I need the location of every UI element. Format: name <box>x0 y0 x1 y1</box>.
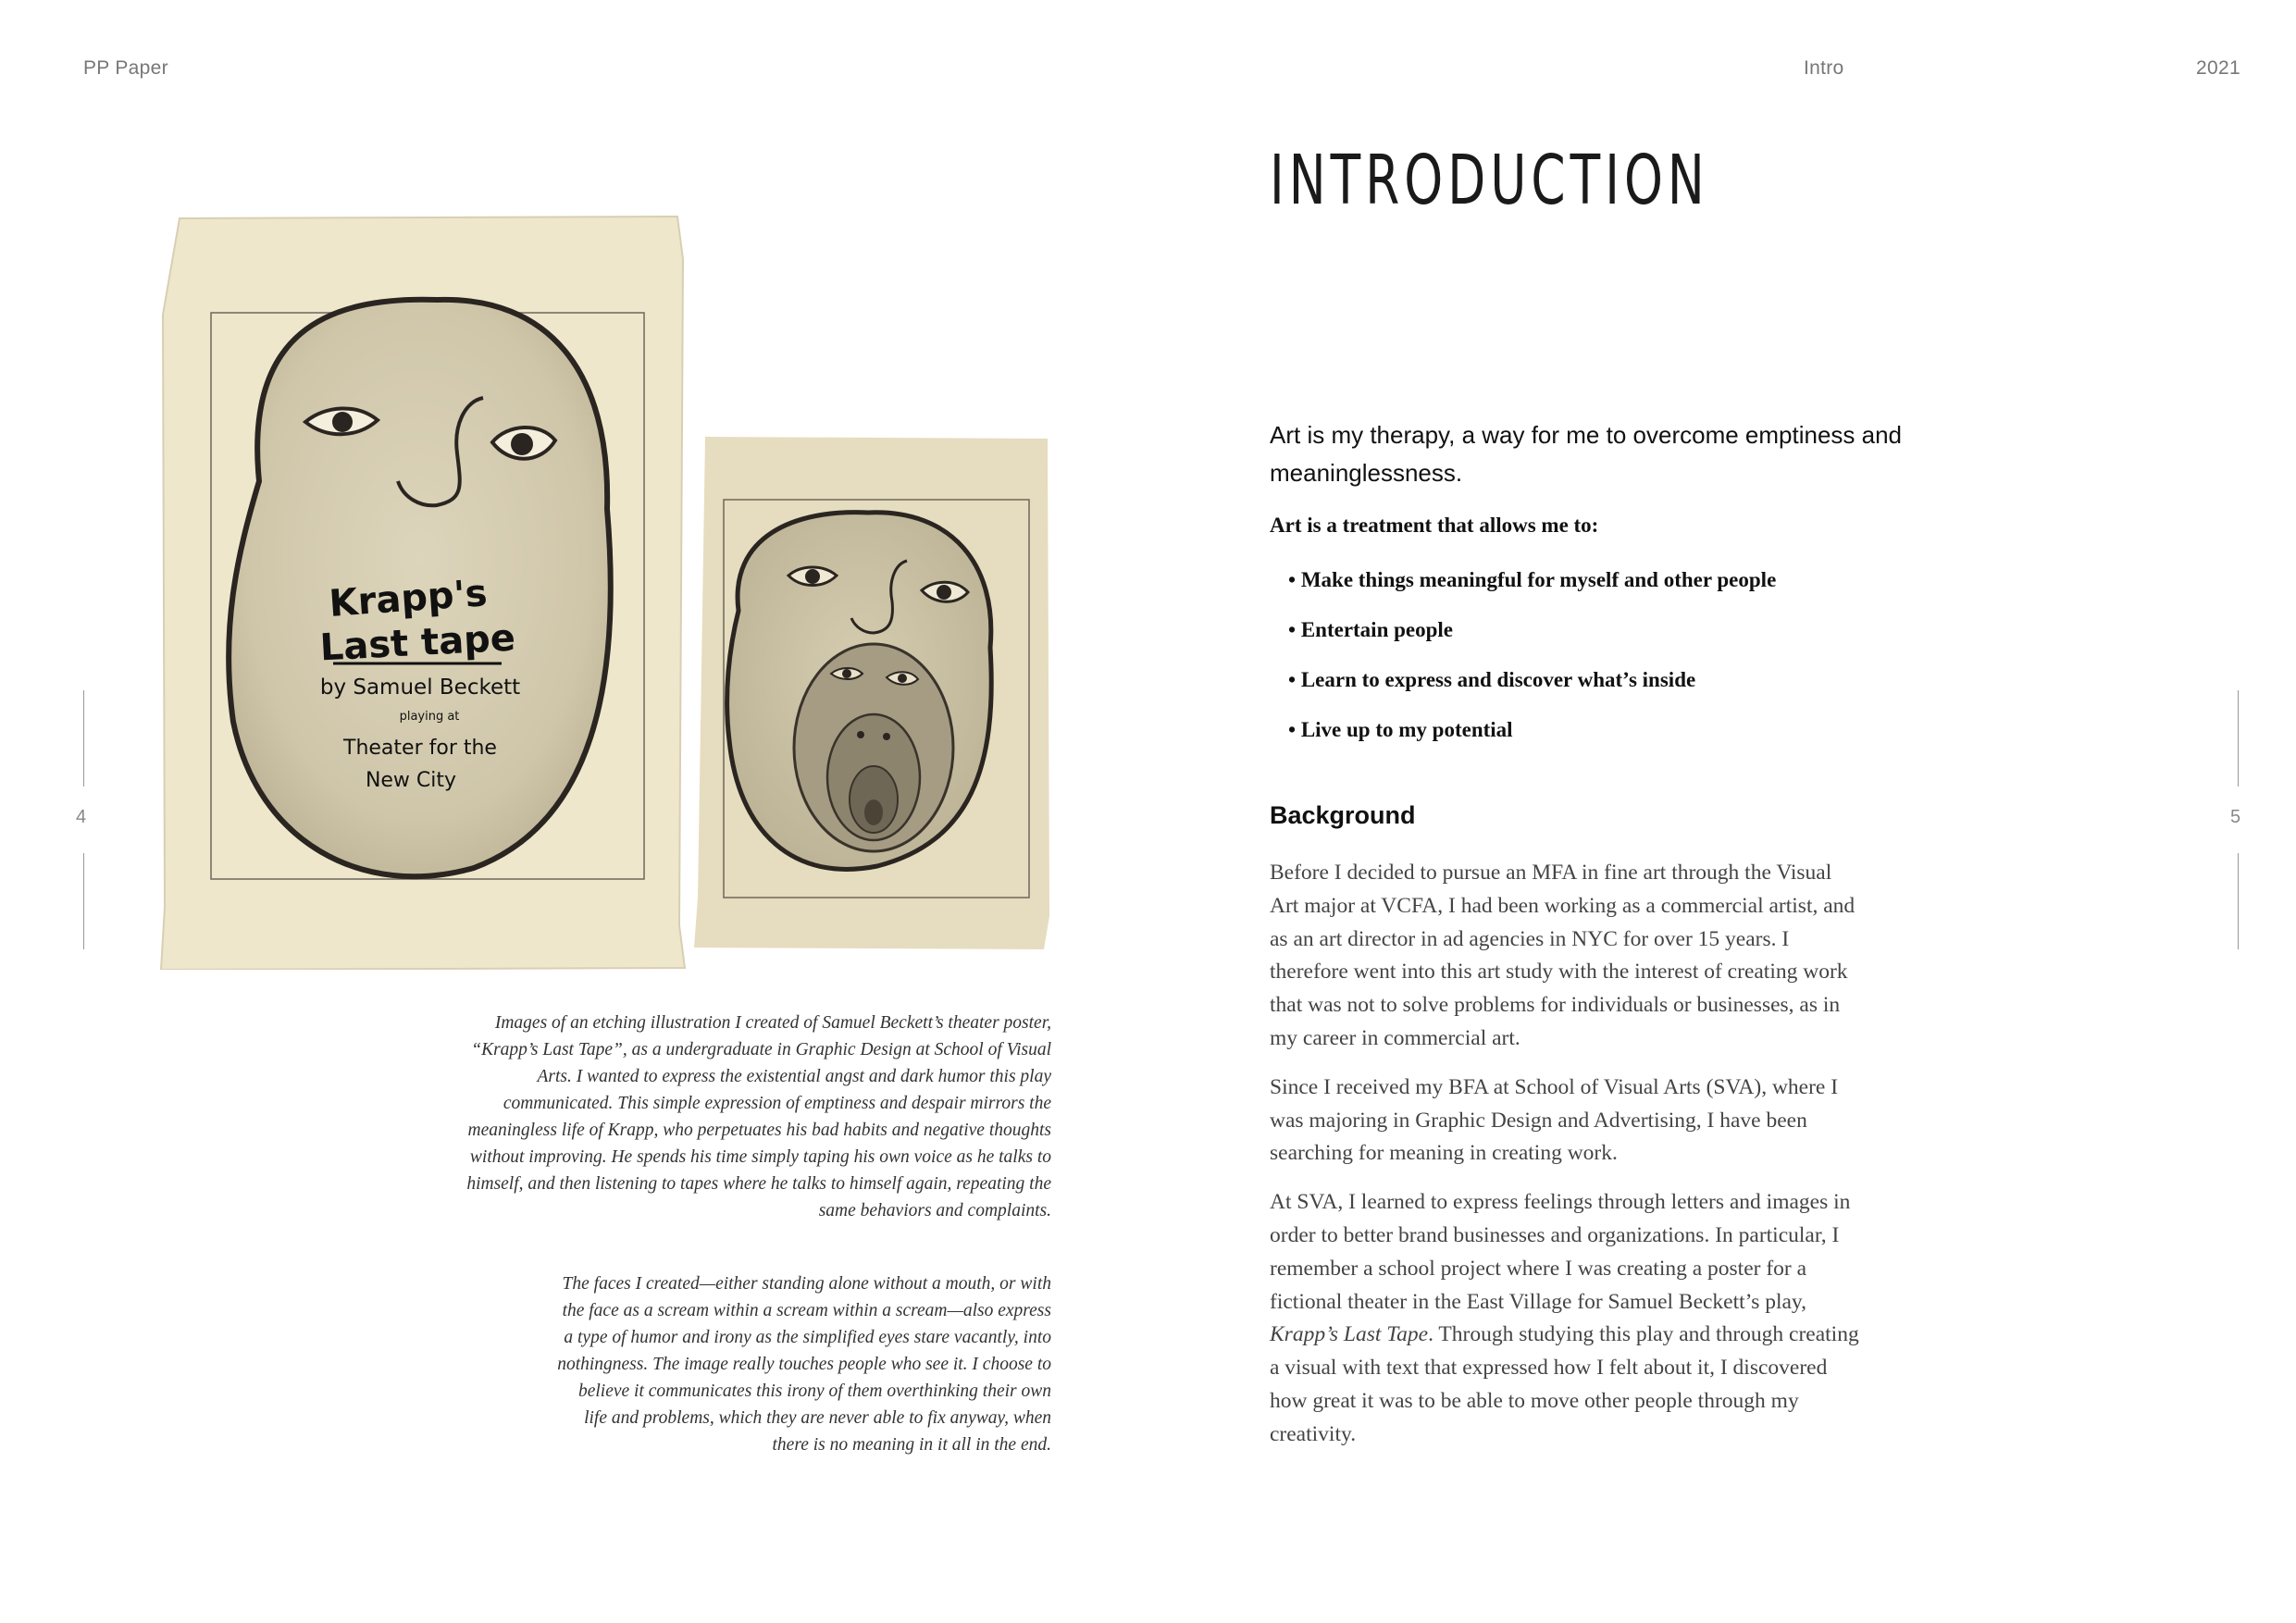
left-margin-rule-top <box>83 690 84 787</box>
image-caption-second <box>555 1270 1051 1458</box>
header-center-label: Intro <box>1804 57 1844 79</box>
poster-playing: playing at <box>399 710 460 724</box>
poster-venue-line1: Theater for the <box>343 737 497 760</box>
right-margin-rule-bottom <box>2238 853 2239 949</box>
krapps-last-tape-poster-large <box>159 204 687 970</box>
caption-paragraph-1: Images of an etching illustration I created of Samuel Beckett’s theater poster, “Krapp’s Last Tape”, as a undergraduate in Graphic Design at School of Visual Arts. I wanted to express the existential angst and dark humor this play communicated. This simple expression of emptiness and despair mirrors the meaningless life of Krapp, who perpetuates his bad habits and negative thoughts without improving. He spends his time simply taping his own voice as he talks to himself, and then listening to tapes where he talks to himself again, repeating the same behaviors and complaints. <box>466 1013 1051 1220</box>
page-title: INTRODUCTION <box>1270 141 1709 220</box>
bullet-intro: Art is a treatment that allows me to: <box>1270 514 1599 537</box>
scream-face-etching-small <box>692 435 1053 951</box>
paragraph3-before: At SVA, I learned to express feelings through letters and images in order to better brand businesses and organizations. In particular, I remember a school project where I was creating a poster for a fictional theater in the East Village for Samuel Beckett’s play, <box>1270 1190 1851 1314</box>
poster-title-line2: Last tape <box>318 616 516 670</box>
section-heading-background: Background <box>1270 801 1416 829</box>
list-item: • Entertain people <box>1288 611 1776 661</box>
list-item: • Live up to my potential <box>1288 711 1776 761</box>
image-caption <box>463 1010 1051 1224</box>
caption-paragraph-2: The faces I created—either standing alone without a mouth, or with the face as a scream within a scream within a scream—also express a type of humor and irony as the simplified eyes stare vacantly, into nothingness. The image really touches people who see it. I choose to believe it communicates this irony of them overthinking their own life and problems, which they are never able to fix anyway, when there is no meaning in it all in the end. <box>557 1274 1051 1455</box>
header-right-label: 2021 <box>2196 57 2240 79</box>
body-paragraph-1: Before I decided to pursue an MFA in fine art through the Visual Art major at VCFA, I had been working as a commercial artist, and as an art director in ad agencies in NYC for over 15 years. I therefore went into this art study with the interest of creating work that was not to solve problems for individuals or businesses, as in my career in commercial art. <box>1270 861 1855 1050</box>
play-title-italic: Krapp’s Last Tape <box>1270 1322 1429 1347</box>
background-body <box>1270 857 1862 1468</box>
page-number-right: 5 <box>2230 807 2241 827</box>
header-left-label: PP Paper <box>83 57 168 79</box>
poster-venue-line2: New City <box>365 769 457 792</box>
paragraph3-after: . Through studying this play and through creating a visual with text that expressed how I felt about it, I discovered how great it was to be able to move other people through my creativity. <box>1270 1322 1859 1446</box>
lead-statement: Art is my therapy, a way for me to overcome emptiness and meaninglessness. <box>1270 421 1903 487</box>
list-item: • Make things meaningful for myself and other people <box>1288 561 1776 611</box>
right-margin-rule-top <box>2238 690 2239 787</box>
left-margin-rule-bottom <box>83 853 84 949</box>
body-paragraph-3 <box>1270 1186 1862 1451</box>
poster-author: by Samuel Beckett <box>319 675 521 700</box>
list-item: • Learn to express and discover what’s inside <box>1288 661 1776 711</box>
body-paragraph-2: Since I received my BFA at School of Visual Arts (SVA), where I was majoring in Graphic Design and Advertising, I have been searching for meaning in creating work. <box>1270 1074 1839 1166</box>
poster-title-line1: Krapp's <box>328 572 490 626</box>
page-number-left: 4 <box>76 807 87 827</box>
benefit-list <box>1288 561 1776 761</box>
